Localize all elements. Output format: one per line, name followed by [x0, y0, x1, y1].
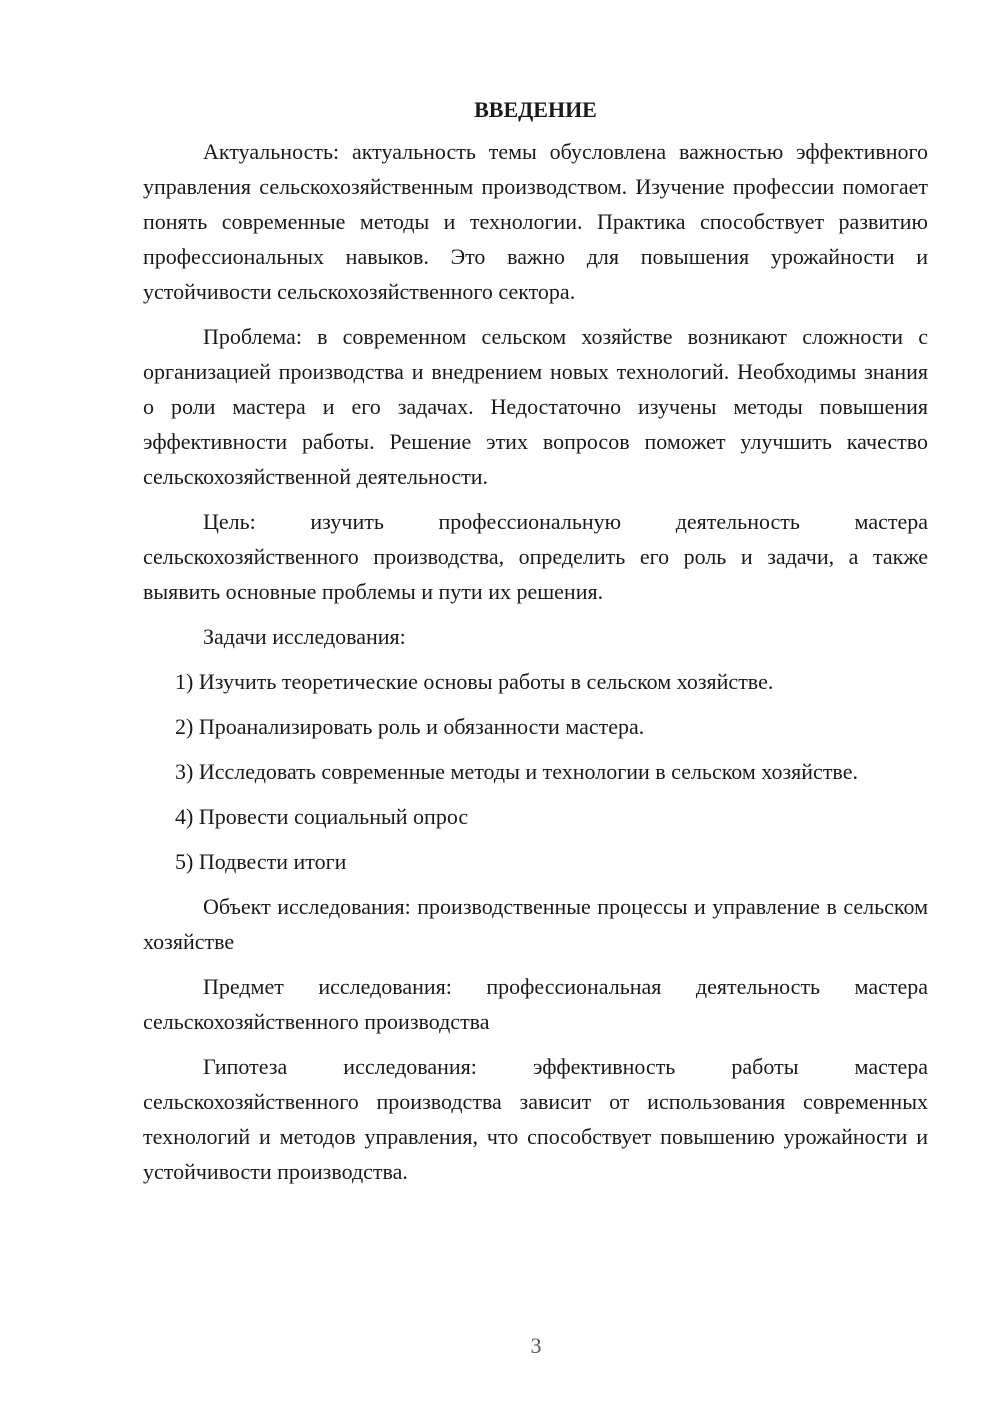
page-title: ВВЕДЕНИЕ — [474, 97, 597, 122]
relevance-paragraph: Актуальность: актуальность темы обусловлена важностью эффективного управления сельскохозяйственным производством. Изучение профессии помогает понять современные методы и технологии. Практика способствует развитию профессиональных навыков. Это важно для повышения урожайности и устойчивости сельскохозяйственного сектора. — [143, 139, 928, 304]
task-item: 3) Исследовать современные методы и технологии в сельском хозяйстве. — [175, 759, 858, 784]
problem-paragraph: Проблема: в современном сельском хозяйстве возникают сложности с организацией производства и внедрением новых технологий. Необходимы знания о роли мастера и его задачах. Недостаточно изучены методы повышения эффективности работы. Решение этих вопросов поможет улучшить качество сельскохозяйственной деятельности. — [143, 324, 928, 489]
hypothesis-paragraph: Гипотеза исследования: эффективность работы мастера сельскохозяйственного производства зависит от использования современных технологий и методов управления, что способствует повышению урожайности и устойчивости производства. — [143, 1054, 928, 1184]
task-item: 5) Подвести итоги — [175, 849, 347, 874]
subject-paragraph: Предмет исследования: профессиональная деятельность мастера сельскохозяйственного производства — [143, 974, 928, 1034]
task-item: 4) Провести социальный опрос — [175, 804, 469, 829]
page-number: 3 — [530, 1333, 542, 1358]
goal-paragraph: Цель: изучить профессиональную деятельность мастера сельскохозяйственного производства, определить его роль и задачи, а также выявить основные проблемы и пути их решения. — [143, 509, 928, 604]
task-item: 2) Проанализировать роль и обязанности мастера. — [175, 714, 645, 739]
tasks-heading: Задачи исследования: — [203, 624, 406, 649]
task-item: 1) Изучить теоретические основы работы в сельском хозяйстве. — [175, 669, 774, 694]
document-page — [143, 92, 928, 1199]
object-paragraph: Объект исследования: производственные процессы и управление в сельском хозяйстве — [143, 894, 928, 954]
